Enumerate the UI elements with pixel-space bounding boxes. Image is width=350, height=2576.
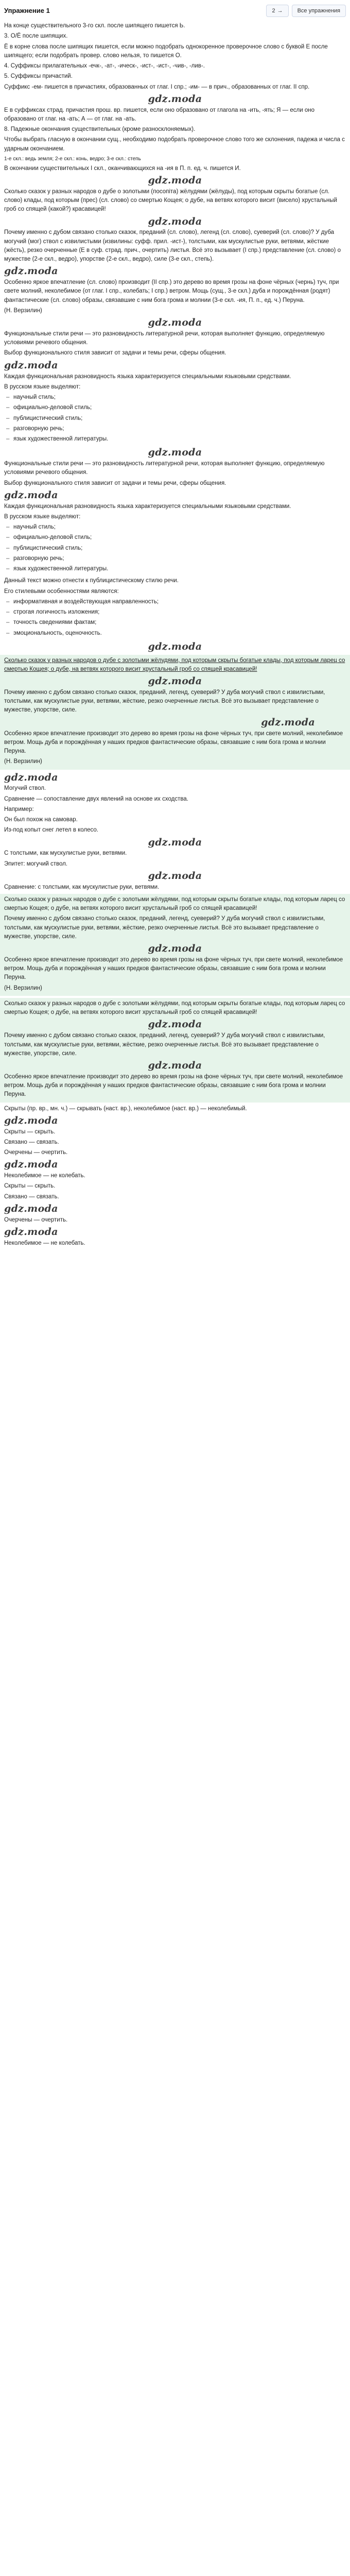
watermark: gdz.moda [148, 93, 202, 105]
paragraph: Функциональные стили речи — это разновидность литературной речи, которая выполняет функцию, определяемую условиями речевого общения. [4, 330, 325, 346]
list-item: – информативная и воздействующая направленность; [4, 598, 346, 606]
watermark: gdz.moda [4, 1159, 58, 1171]
next-exercise-button[interactable] [266, 5, 288, 17]
paragraph: Суффикс -ем- пишется в причастиях, образованных от глаг. I спр.; -им- — в прич., образованных от глаг. II спр. [4, 83, 310, 90]
paragraph: (Н. Верзилин) [4, 758, 42, 765]
watermark: gdz.moda [4, 489, 58, 501]
list-item: – публицистический стиль; [4, 414, 346, 423]
paragraph: 3. О/Ё после шипящих. [4, 33, 68, 40]
paragraph: В русском языке выделяют: [4, 513, 81, 520]
paragraph: Сколько сказок у разных народов о дубе с золотыми жёлудями, под которым скрыты богатые клады, под которым ларец со смертью Кощея; о дубе, на ветвях которого висит хрустальный гроб со спящей красавицей! [4, 1000, 345, 1016]
paragraph: Сколько сказок у разных народов о дубе о золотыми (посопіта) жёлудями (жёлуды), под которым скрыты богатые (сл. слово) клады, под которым (прес) (сл. слово) со смертью Кощея; о дубе, на ветвях которого висит (висело) хрустальный гроб со спящей (какой?) красавицей! [4, 188, 337, 213]
paragraph: Почему именно с дубом связано столько сказок, преданий, легенд, суеверий? У дуба могучий ствол с извилистыми, толстыми, как мускулистые руки, ветвями, жёсткие, резко очерченные листья. Всё это вызывает представление о мужестве, упорстве, силе. [4, 1032, 325, 1057]
paragraph: 5. Суффиксы причастий. [4, 73, 73, 80]
list-item: – научный стиль; [4, 393, 346, 402]
next-exercise-label: 2 [272, 8, 275, 14]
paragraph: 8. Падежные окончания существительных (кроме разносклоняемых). [4, 126, 196, 133]
list-item: – официально-деловой стиль; [4, 403, 346, 412]
paragraph: В русском языке выделяют: [4, 383, 81, 390]
solution-content [4, 22, 346, 1248]
paragraph: Выбор функционального стиля зависит от задачи и темы речи, сферы общения. [4, 480, 226, 486]
page-title: Упражнение 1 [4, 7, 50, 15]
paragraph: Особенно яркое впечатление производит это дерево во время грозы на фоне чёрных туч, при свете молний, неколебимое ветром. Мощь дуба и порождённая у наших предков фантастические образы, связавшие с ним бога грома и молнии Перуна. [4, 1073, 343, 1098]
paragraph: Сравнение: с толстыми, как мускулистые руки, ветвями. [4, 884, 160, 890]
paragraph: Данный текст можно отнести к публицистическому стилю речи. [4, 578, 179, 584]
watermark: gdz.moda [4, 359, 58, 371]
paragraph: Он был похож на самовар. [4, 817, 78, 823]
paragraph: С толстыми, как мускулистые руки, ветвями. [4, 850, 127, 857]
styles-list [4, 393, 346, 444]
paragraph: Скрыты — скрыть. [4, 1128, 56, 1135]
watermark: gdz.moda [148, 175, 202, 187]
list-item: – разговорную речь; [4, 425, 346, 433]
paragraph: (Н. Верзилин) [4, 985, 42, 991]
paragraph: Могучий ствол. [4, 785, 46, 792]
paragraph: Е в суффиксах страд. причастия прош. вр. пишется, если оно образовано от глагола на -ить, -ять; Я — если оно образовано от глаг. на -ать; А — от глаг. на -ать. [4, 107, 314, 122]
paragraph: Каждая функциональная разновидность языка характеризуется специальными языковыми средствами. [4, 373, 291, 380]
paragraph: Функциональные стили речи — это разновидность литературной речи, которая выполняет функцию, определяемую условиями речевого общения. [4, 461, 325, 476]
paragraph: Неколебимое — не колебать. [4, 1240, 85, 1246]
list-item: – разговорную речь; [4, 554, 346, 563]
paragraph: 1-е скл.: ведь земля; 2-е скл.: конь, ведро; 3-е скл.: степь [4, 156, 141, 162]
watermark: gdz.moda [4, 771, 58, 783]
paragraph: В окончании существительных I скл., оканчивающихся на -ия в П. п. ед. ч. пишется И. [4, 165, 241, 172]
paragraph: Чтобы выбрать гласную в окончании сущ., необходимо подобрать проверочное слово того же склонения, падежа и числа с ударным окончанием. [4, 137, 345, 152]
all-exercises-button[interactable]: Все упражнения [292, 5, 346, 17]
watermark: gdz.moda [148, 675, 202, 687]
watermark: gdz.moda [261, 716, 315, 728]
watermark: gdz.moda [4, 1226, 58, 1238]
paragraph: Его стилевыми особенностями являются: [4, 588, 119, 595]
watermark: gdz.moda [148, 640, 202, 652]
paragraph: На конце существительного 3-го скл. после шипящего пишется Ь. [4, 23, 185, 29]
paragraph: Связано — связать. [4, 1193, 59, 1200]
watermark: gdz.moda [148, 317, 202, 329]
paragraph: Сколько сказок у разных народов о дубе с золотыми жёлудями, под которым скрыты богатые клады, под которым ларец со смертью Кощея; о дубе, на ветвях которого висит хрустальный гроб со спящей красавицей! [4, 896, 345, 912]
paragraph: Из-под копыт снег летел в колесо. [4, 827, 99, 834]
paragraph: Выбор функционального стиля зависит от задачи и темы речи, сферы общения. [4, 350, 226, 357]
paragraph: Почему именно с дубом связано столько сказок, преданий, легенд, суеверий? У дуба могучий ствол с извилистыми, толстыми, как мускулистые руки, ветвями, жёсткие, резко очерченные листья. Всё это вызывает представление о мужестве, упорстве, силе. [4, 689, 325, 714]
highlighted-text-block [0, 998, 350, 1103]
nav-group [266, 5, 346, 17]
paragraph: Скрыты (пр. вр., мн. ч.) — скрывать (наст. вр.), неколебимое (наст. вр.) — неколебимый. [4, 1105, 247, 1112]
paragraph: Сколько сказок у разных народов о дубе с золотыми жёлудями, под которым скрыты богатые клады, под которым ларец со смертью Кощея; о дубе, на ветвях которого висит хрустальный гроб со спящей красавицей! [4, 657, 345, 672]
paragraph: Эпитет: могучий ствол. [4, 860, 68, 867]
paragraph: Неколебимое — не колебать. [4, 1173, 85, 1179]
paragraph: Особенно яркое впечатление производит это дерево во время грозы на фоне чёрных туч, при свете молний, неколебимое ветром. Мощь дуба и порождённая у наших предков фантастические образы, связавшие с ним бога грома и молнии Перуна. [4, 956, 343, 981]
paragraph: Каждая функциональная разновидность языка характеризуется специальными языковыми средствами. [4, 503, 291, 510]
paragraph: (Н. Верзилин) [4, 307, 42, 314]
paragraph: Связано — связать. [4, 1139, 59, 1145]
arrow-right-icon: → [277, 8, 283, 14]
watermark: gdz.moda [148, 215, 202, 227]
paragraph: Например: [4, 806, 34, 812]
watermark: gdz.moda [148, 447, 202, 459]
paragraph: Очерчены — очертить. [4, 1216, 68, 1223]
watermark: gdz.moda [148, 870, 202, 882]
paragraph: Почему именно с дубом связано столько сказок, преданий (сл. слово), легенд (сл. слово), суеверий (сл. слово)? У дуба могучий (мог) ствол с извилистыми (извилины: суфф. прил. -ист-), толстыми, как мускулистые руки, ветвями, жёсткие (жёсть), резко очерченные (Е в суф. страд. прич., очертить) листья. Всё это вызывает (I спр.) представление (сл. слово) о мужестве (2-е скл., ведро), упорстве (2-е скл., ведро), силе (3-е скл., степь). [4, 229, 341, 263]
list-item: – язык художественной литературы. [4, 565, 346, 573]
list-item: – научный стиль; [4, 523, 346, 532]
list-item: – язык художественной литературы. [4, 435, 346, 444]
list-item: – эмоциональность, оценочность. [4, 629, 346, 638]
paragraph: 4. Суффиксы прилагательных -ечк-, -ат-, -ическ-, -ист-, -ист-, -чив-, -лив-. [4, 63, 205, 69]
top-bar [4, 0, 346, 22]
paragraph: Почему именно с дубом связано столько сказок, преданий, легенд, суеверий? У дуба могучий ствол с извилистыми, толстыми, как мускулистые руки, ветвями, жёсткие, резко очерченные листья. Всё это вызывает представление о мужестве, упорстве, силе. [4, 916, 325, 940]
highlighted-text-block [0, 655, 350, 770]
watermark: gdz.moda [4, 1114, 58, 1126]
styles-list [4, 523, 346, 573]
highlighted-text-block [0, 894, 350, 996]
paragraph: Скрыты — скрыть. [4, 1183, 56, 1190]
watermark: gdz.moda [148, 1060, 202, 1071]
watermark: gdz.moda [4, 1202, 58, 1214]
watermark: gdz.moda [148, 1019, 202, 1030]
list-item: – публицистический стиль; [4, 544, 346, 553]
paragraph: Особенно яркое впечатление производит это дерево во время грозы на фоне чёрных туч, при свете молний, неколебимое ветром. Мощь дуба и порождённая у наших предков фантастические образы, связавшие с ним бога грома и молнии Перуна. [4, 730, 343, 755]
paragraph: Особенно яркое впечатление (сл. слово) производит (II спр.) это дерево во время грозы на фоне чёрных (чернь) туч, при свете молний, неколебимое (от глаг. I спр., колебать; I спр.) ветром. Мощь (сущ., 3-е скл.) дуба и порождённая (родят) фантастические (сл. слово) образы, связавшие с ним бога грома и молнии (3-е скл. -ия, П. п., ед. ч.) Перуна. [4, 279, 339, 303]
list-item: – строгая логичность изложения; [4, 608, 346, 617]
paragraph: Очерчены — очертить. [4, 1149, 68, 1156]
paragraph: Сравнение — сопоставление двух явлений на основе их сходства. [4, 795, 188, 802]
watermark: gdz.moda [148, 836, 202, 848]
watermark: gdz.moda [4, 265, 58, 277]
watermark: gdz.moda [148, 943, 202, 955]
list-item: – официально-деловой стиль; [4, 533, 346, 542]
features-list [4, 598, 346, 638]
paragraph: Ё в корне слова после шипящих пишется, если можно подобрать однокоренное проверочное слово с буквой Е после шипящего; если подобрать провер. слово нельзя, то пишется О. [4, 43, 328, 59]
list-item: – точность сведениями фактам; [4, 618, 346, 627]
